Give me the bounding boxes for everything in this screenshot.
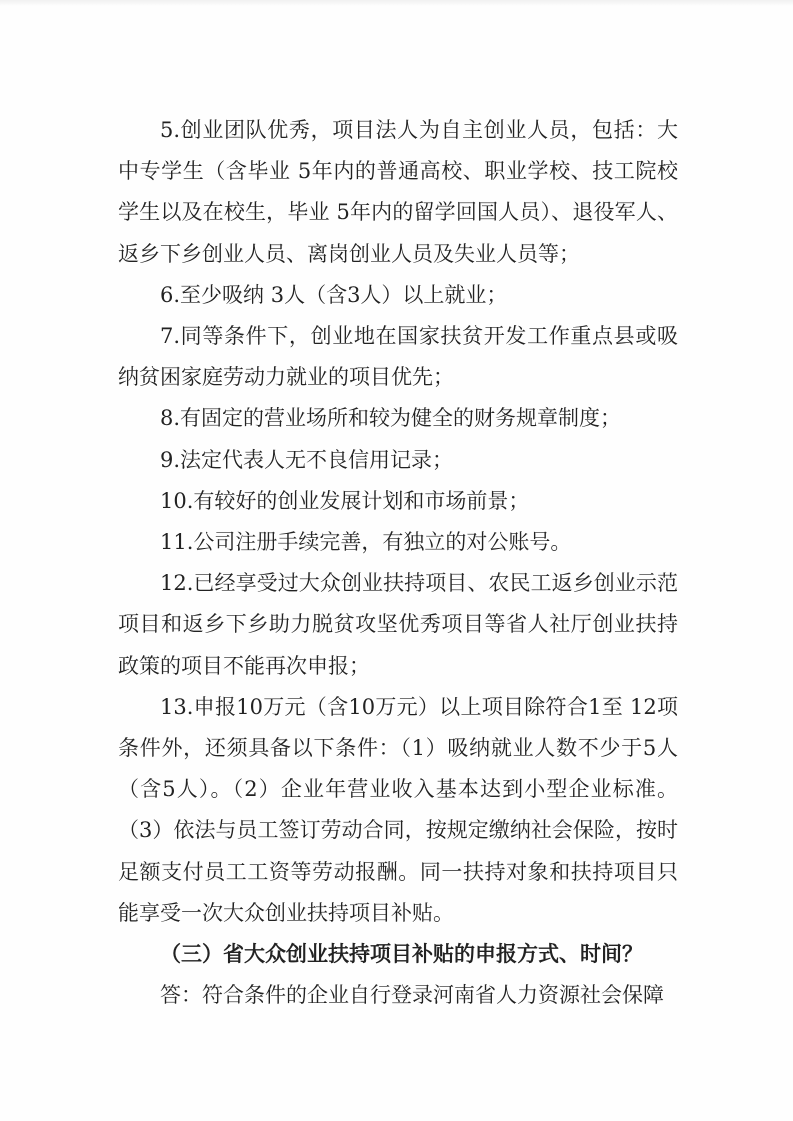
document-body — [118, 110, 678, 1016]
condition-6: 6.至少吸纳 3人（含3人）以上就业； — [160, 282, 508, 307]
condition-11: 11.公司注册手续完善，有独立的对公账号。 — [160, 530, 572, 555]
condition-10: 10.有较好的创业发展计划和市场前景； — [160, 488, 530, 513]
condition-8: 8.有固定的营业场所和较为健全的财务规章制度； — [160, 406, 622, 431]
section-heading: （三）省大众创业扶持项目补贴的申报方式、时间？ — [160, 942, 643, 967]
condition-12: 12.已经享受过大众创业扶持项目、农民工返乡创业示范项目和返乡下乡助力脱贫攻坚优秀项目等省人社厅创业扶持政策的项目不能再次申报； — [118, 571, 678, 678]
condition-13: 13.申报10万元（含10万元）以上项目除符合1至 12项条件外，还须具备以下条件：（1）吸纳就业人数不少于5人（含5人）。（2）企业年营业收入基本达到小型企业标准。（3）依法与员工签订劳动合同，按规定缴纳社会保险，按时足额支付员工工资等劳动报酬。同一扶持对象和扶持项目只能享受一次大众创业扶持项目补贴。 — [118, 694, 678, 925]
condition-9: 9.法定代表人无不良信用记录； — [160, 447, 454, 472]
page-top-edge — [0, 0, 793, 6]
answer-paragraph: 答：符合条件的企业自行登录河南省人力资源社会保障 — [160, 983, 664, 1008]
condition-7: 7.同等条件下，创业地在国家扶贫开发工作重点县或吸纳贫困家庭劳动力就业的项目优先； — [118, 324, 678, 390]
condition-5: 5.创业团队优秀，项目法人为自主创业人员，包括：大中专学生（含毕业 5年内的普通高校、职业学校、技工院校学生以及在校生，毕业 5年内的留学回国人员）、退役军人、返乡下乡创业人员、离岗创业人员及失业人员等； — [118, 118, 678, 266]
